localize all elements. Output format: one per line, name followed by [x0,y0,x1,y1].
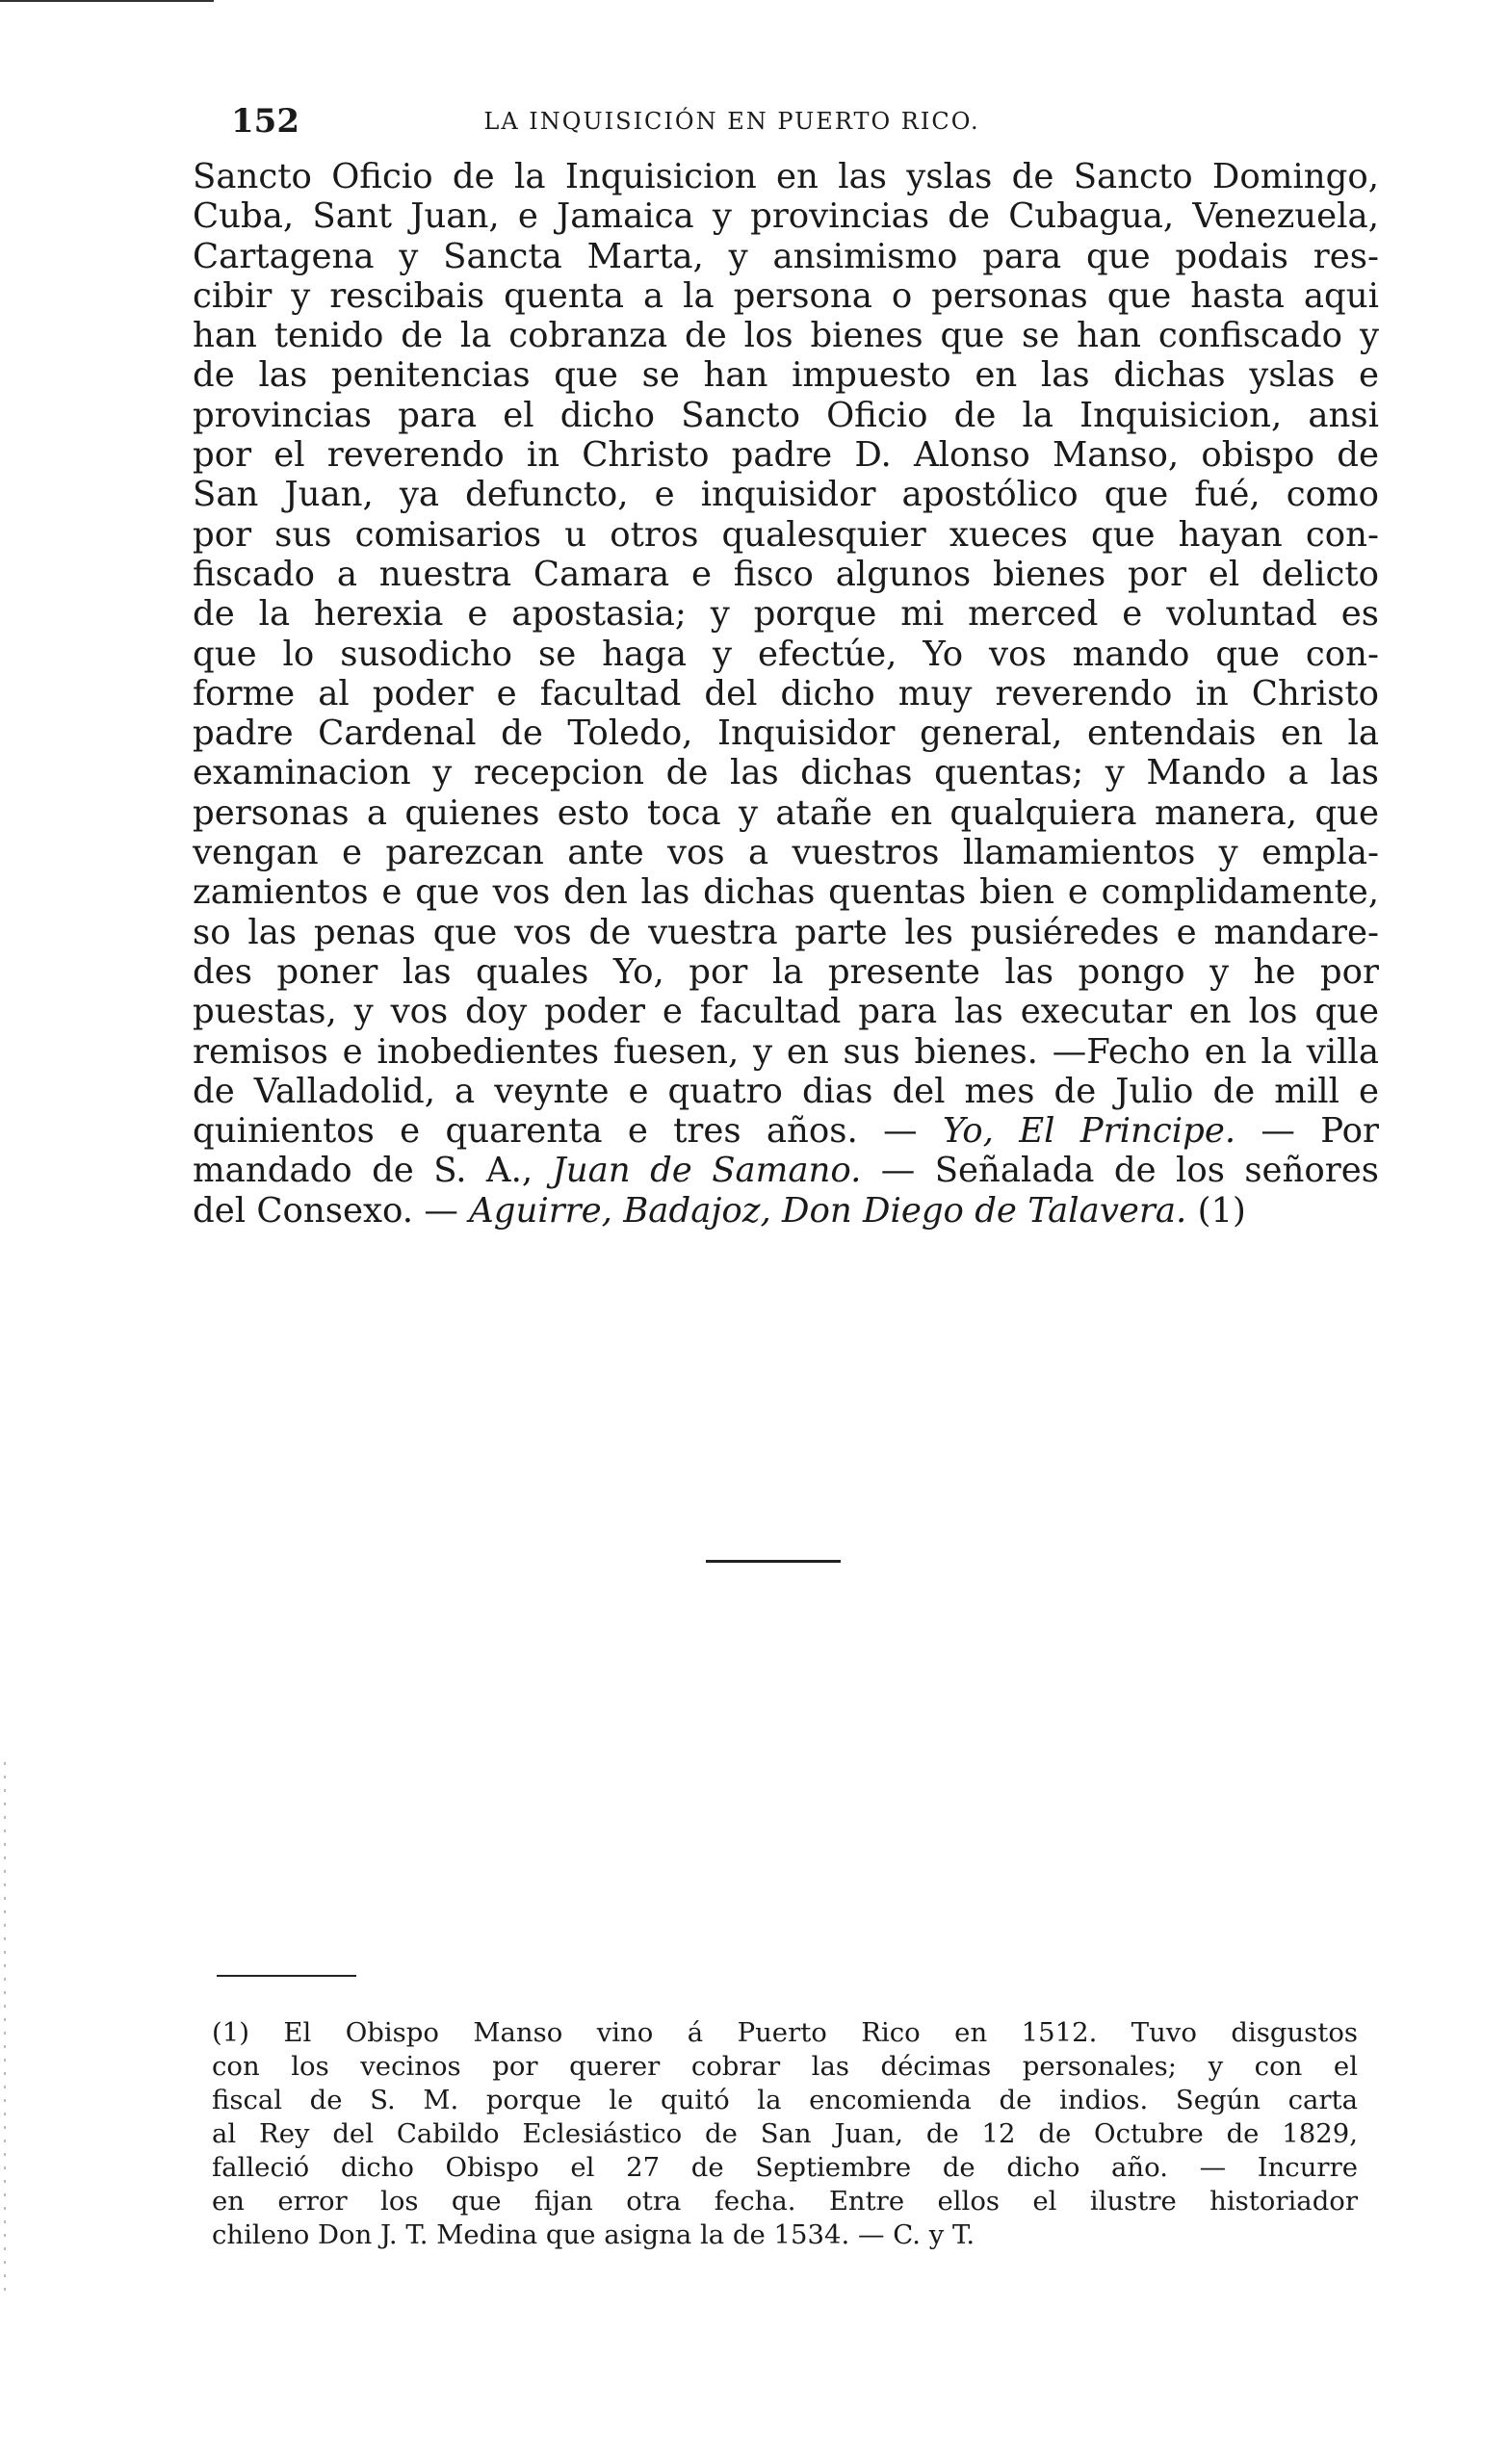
footnote-line: en error los que fijan otra fecha. Entre ellos el ilustre historiador [212,2186,1358,2217]
footnote-line: fiscal de S. M. porque le quitó la encomienda de indios. Según carta [212,2085,1358,2115]
body-line: padre Cardenal de Toledo, Inquisidor general, entendais en la [193,713,1379,754]
body-line-text: quinientos e quarenta e tres años. — [193,1111,918,1152]
footnote-line: chileno Don J. T. Medina que asigna la de 1534. — C. y T. [212,2219,975,2250]
body-line: remisos e inobedientes fuesen, y en sus bienes. —Fecho en la villa [193,1031,1379,1072]
body-line: puestas, y vos doy poder e facultad para las executar en los que [193,992,1379,1032]
body-line: por sus comisarios u otros qualesquier xueces que hayan con- [193,514,1379,555]
footnote-line: falleció dicho Obispo el 27 de Septiembre de dicho año. — Incurre [212,2152,1358,2183]
body-line: Sancto Oficio de la Inquisicion en las yslas de Sancto Domingo, [193,157,1379,196]
body-line: de las penitencias que se han impuesto en las dichas yslas e [193,355,1379,396]
top-edge-rule [0,0,214,2]
body-line: cibir y rescibais quenta a la persona o personas que hasta aqui [193,275,1379,316]
footnote-line: con los vecinos por querer cobrar las décimas personales; y con el [212,2051,1358,2082]
signature-prince: Yo, El Principe. [942,1111,1236,1152]
body-line: vengan e parezcan ante vos a vuestros llamamientos y empla- [193,833,1379,873]
footnote [212,2016,1358,2252]
body-line: zamientos e que vos den las dichas quentas bien e complidamente, [193,872,1379,913]
body-line: Cuba, Sant Juan, e Jamaica y provincias de Cubagua, Venezuela, [193,196,1379,237]
body-line-text: — Señalada de los señores [861,1151,1379,1191]
footnote-line: al Rey del Cabildo Eclesiástico de San Juan, de 12 de Octubre de 1829, [212,2118,1358,2149]
scan-edge-marks [4,1762,6,2301]
body-line: so las penas que vos de vuestra parte les pusiéredes e mandare- [193,912,1379,952]
body-line: San Juan, ya defuncto, e inquisidor apostólico que fué, como [193,475,1379,515]
signature-line-council [193,1191,1379,1231]
body-line: provincias para el dicho Sancto Oficio de la Inquisicion, ansi [193,395,1379,435]
body-line-text: mandado de S. A., [193,1151,553,1191]
body-line: forme al poder e facultad del dicho muy reverendo in Christo [193,673,1379,713]
body-text [193,157,1379,1231]
page-number: 152 [231,102,299,141]
body-line: que lo susodicho se haga y efectúe, Yo vos mando que con- [193,634,1379,674]
body-line: personas a quienes esto toca y atañe en qualquiera manera, que [193,792,1379,833]
body-line: por el reverendo in Christo padre D. Alonso Manso, obispo de [193,435,1379,476]
footnote-rule [217,1975,356,1977]
running-title: LA INQUISICIÓN EN PUERTO RICO. [483,108,980,135]
body-line: des poner las quales Yo, por la presente las pongo y he por [193,951,1379,992]
signature-line-prince [193,1111,1379,1151]
body-line: de Valladolid, a veynte e quatro dias del mes de Julio de mill e [193,1071,1379,1111]
body-line: fiscado a nuestra Camara e fisco algunos bienes por el delicto [193,554,1379,594]
signature-council: Aguirre, Badajoz, Don Diego de Talavera. [469,1190,1187,1231]
page-header [231,96,1233,144]
signature-samano: Juan de Samano. [552,1151,862,1191]
body-line: han tenido de la cobranza de los bienes que se han confiscado y [193,316,1379,356]
footnote-line: (1) El Obispo Manso vino á Puerto Rico en 1512. Tuvo disgustos [212,2017,1358,2048]
signature-line-samano [193,1151,1379,1190]
body-line: Cartagena y Sancta Marta, y ansimismo para que podais res- [193,236,1379,276]
section-divider [706,1560,841,1563]
body-line-text: — Por [1235,1111,1379,1152]
body-line: examinacion y recepcion de las dichas quentas; y Mando a las [193,753,1379,793]
body-line: de la herexia e apostasia; y porque mi merced e voluntad es [193,594,1379,635]
footnote-reference: (1) [1186,1190,1246,1231]
body-line-text: del Consexo. — [193,1190,470,1231]
